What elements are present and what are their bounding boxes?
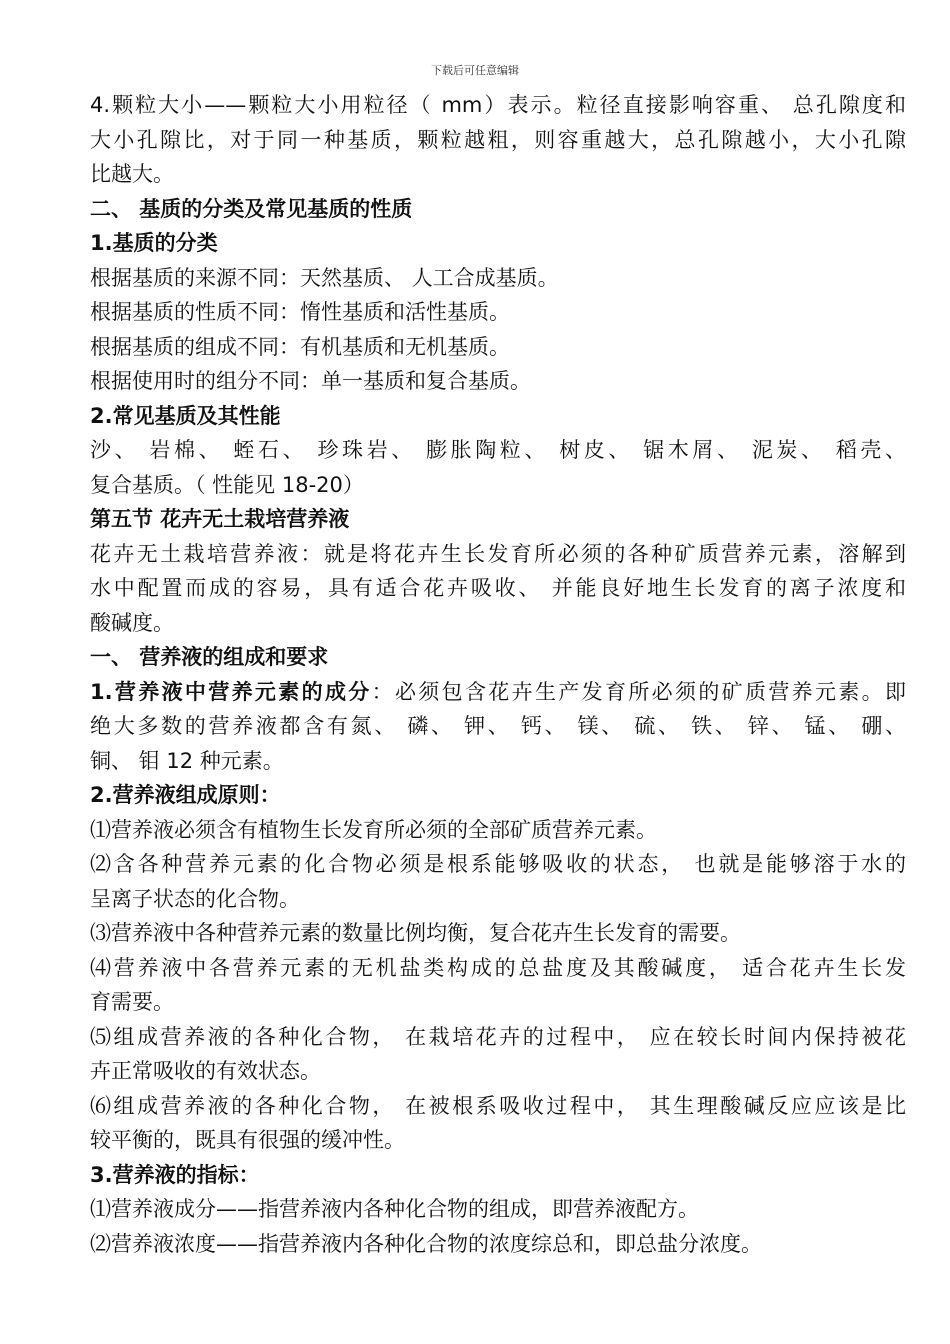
text-line: 比越大。 <box>90 162 174 186</box>
heading-line: 第五节 花卉无土栽培营养液 <box>90 507 350 531</box>
text-line: 酸碱度。 <box>90 610 174 635</box>
text-line: 复合基质。（ 性能见 18-20） <box>90 472 364 497</box>
text-line: 根据基质的组成不同：有机基质和无机基质。 <box>90 334 510 359</box>
inline-heading: 1.营养液中营养元素的成分 <box>90 679 372 704</box>
text-line: ⑷营养液中各营养元素的无机盐类构成的总盐度及其酸碱度， 适合花卉生长发 <box>90 955 906 980</box>
text-line: 大小孔隙比，对于同一种基质，颗粒越粗，则容重越大，总孔隙越小，大小孔隙 <box>90 127 906 152</box>
text-line: 根据基质的性质不同：惰性基质和活性基质。 <box>90 300 510 324</box>
text-line: 水中配置而成的容易，具有适合花卉吸收、 并能良好地生长发育的离子浓度和 <box>90 576 906 600</box>
inline-text: ：必须包含花卉生产发育所必须的矿质营养元素。即 <box>371 679 906 704</box>
text-line: ⑴营养液成分——指营养液内各种化合物的组成，即营养液配方。 <box>90 1197 699 1221</box>
heading-line: 二、 基质的分类及常见基质的性质 <box>90 196 413 221</box>
text-line: ⑶营养液中各种营养元素的数量比例均衡，复合花卉生长发育的需要。 <box>90 921 741 945</box>
text-line: ⑵含各种营养元素的化合物必须是根系能够吸收的状态， 也就是能够溶于水的 <box>90 852 906 876</box>
page-header: 下载后可任意编辑 <box>431 64 519 77</box>
heading-line: 3.营养液的指标： <box>90 1162 260 1187</box>
heading-line: 一、 营养液的组成和要求 <box>90 645 329 669</box>
text-line: 呈离子状态的化合物。 <box>90 886 300 911</box>
heading-line: 1.基质的分类 <box>90 231 218 255</box>
document-body <box>90 88 906 1261</box>
text-line: 育需要。 <box>90 990 174 1014</box>
heading-line: 2.常见基质及其性能 <box>90 403 281 428</box>
text-line: 卉正常吸收的有效状态。 <box>90 1059 321 1083</box>
text-line: 铜、 钼 12 种元素。 <box>90 748 284 773</box>
heading-line: 2.营养液组成原则： <box>90 783 281 807</box>
text-line: 绝大多数的营养液都含有氮、 磷、 钾、 钙、 镁、 硫、 铁、 锌、 锰、 硼、 <box>90 714 906 738</box>
text-line: ⑹组成营养液的各种化合物， 在被根系吸收过程中， 其生理酸碱反应应该是比 <box>90 1093 906 1118</box>
text-line: 根据使用时的组分不同：单一基质和复合基质。 <box>90 369 531 393</box>
text-line: 4.颗粒大小——颗粒大小用粒径（ mm）表示。粒径直接影响容重、 总孔隙度和 <box>90 93 906 117</box>
text-line: ⑴营养液必须含有植物生长发育所必须的全部矿质营养元素。 <box>90 817 657 842</box>
text-line <box>90 675 906 710</box>
text-line: 较平衡的，既具有很强的缓冲性。 <box>90 1128 405 1152</box>
text-line: ⑸组成营养液的各种化合物， 在栽培花卉的过程中， 应在较长时间内保持被花 <box>90 1024 906 1049</box>
text-line: 花卉无土栽培营养液：就是将花卉生长发育所必须的各种矿质营养元素，溶解到 <box>90 541 906 566</box>
text-line: 根据基质的来源不同：天然基质、 人工合成基质。 <box>90 265 559 290</box>
text-line: 沙、 岩棉、 蛭石、 珍珠岩、 膨胀陶粒、 树皮、 锯木屑、 泥炭、 稻壳、 <box>90 438 906 462</box>
text-line: ⑵营养液浓度——指营养液内各种化合物的浓度综总和，即总盐分浓度。 <box>90 1231 762 1256</box>
